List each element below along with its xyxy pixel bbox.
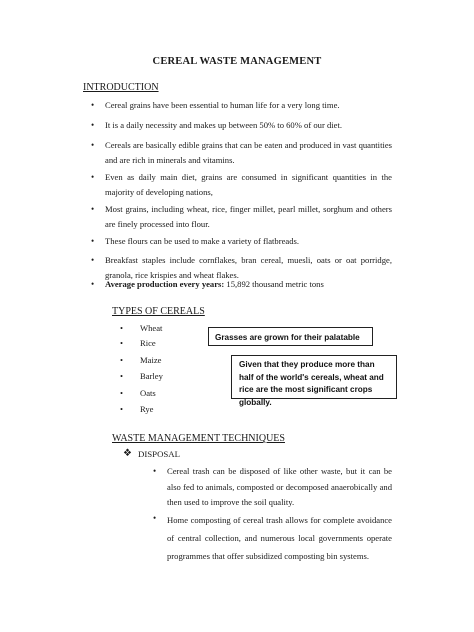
bullet-icon: • xyxy=(91,255,95,265)
disposal-subheading: ❖ DISPOSAL xyxy=(123,448,181,459)
types-heading: TYPES OF CEREALS xyxy=(112,306,205,317)
bullet-icon: • xyxy=(91,172,95,182)
introduction-heading: INTRODUCTION xyxy=(83,82,159,93)
list-item: • Breakfast staples include cornflakes, bran cereal, muesli, oats or oat porridge, granola, rice krispies and wheat flakes. xyxy=(91,255,392,280)
page-title: CEREAL WASTE MANAGEMENT xyxy=(152,56,322,67)
list-item xyxy=(91,277,391,292)
list-item: • Wheat xyxy=(120,321,200,336)
waste-heading: WASTE MANAGEMENT TECHNIQUES xyxy=(112,433,285,444)
list-item: • Maize xyxy=(120,353,200,368)
list-item: • Cereals are basically edible grains that can be eaten and produced in vast quantities and are rich in minerals and vitamins. xyxy=(91,140,392,165)
bullet-icon: • xyxy=(91,236,95,246)
list-item: • Barley xyxy=(120,369,200,384)
bullet-icon: • xyxy=(91,204,95,214)
bullet-icon: • xyxy=(120,323,124,333)
list-item: • Most grains, including wheat, rice, finger millet, pearl millet, sorghum and others are finely processed into flour. xyxy=(91,204,392,229)
bullet-icon: • xyxy=(91,279,95,289)
list-item: • Cereal trash can be disposed of like other waste, but it can be also fed to animals, composted or decomposed anaerobically and then used to improve the soil quality. xyxy=(153,466,392,507)
list-item: • Rye xyxy=(120,402,200,417)
list-item: • These flours can be used to make a variety of flatbreads. xyxy=(91,234,391,249)
production-label: Average production every years: xyxy=(105,279,225,289)
list-item: • Rice xyxy=(120,336,200,351)
bullet-icon: • xyxy=(153,466,157,476)
bullet-icon: • xyxy=(120,338,124,348)
bullet-icon: • xyxy=(120,355,124,365)
list-item: • Cereal grains have been essential to human life for a very long time. xyxy=(91,98,391,113)
production-value: 15,892 thousand metric tons xyxy=(224,279,324,289)
bullet-icon: • xyxy=(120,388,124,398)
list-item: • It is a daily necessity and makes up between 50% to 60% of our diet. xyxy=(91,118,391,133)
list-item: • Even as daily main diet, grains are consumed in significant quantities in the majority of developing nations, xyxy=(91,172,392,197)
bullet-icon: • xyxy=(153,513,157,523)
bullet-icon: • xyxy=(91,100,95,110)
bullet-icon: • xyxy=(91,140,95,150)
callout-box: Grasses are grown for their palatable xyxy=(208,327,373,346)
list-item: • Oats xyxy=(120,386,200,401)
bullet-icon: • xyxy=(120,371,124,381)
diamond-bullet-icon: ❖ xyxy=(123,448,132,459)
bullet-icon: • xyxy=(91,120,95,130)
callout-box: Given that they produce more than half of the world's cereals, wheat and rice are the most significant crops globally. xyxy=(231,355,397,399)
list-item: • Home composting of cereal trash allows for complete avoidance of central collection, and numerous local governments operate programmes that offer subsidized composting bin systems. xyxy=(153,513,392,561)
bullet-icon: • xyxy=(120,404,124,414)
